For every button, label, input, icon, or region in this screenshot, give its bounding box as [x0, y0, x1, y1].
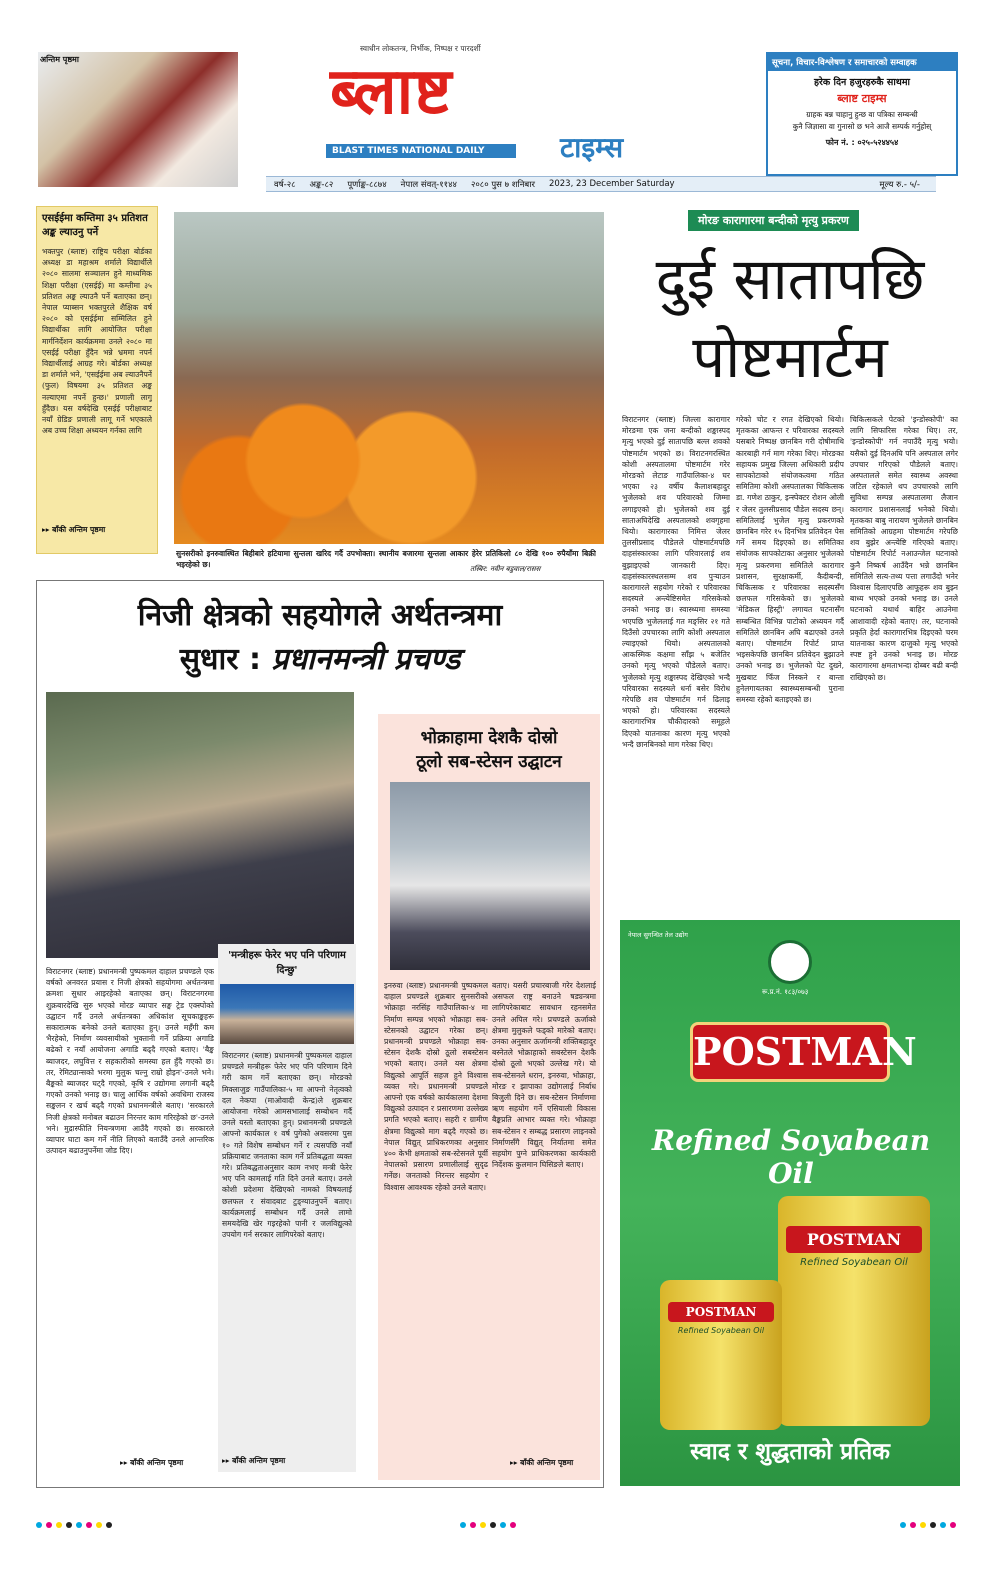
issue-price: मूल्य रु.- ५/- [879, 179, 920, 190]
subscription-ad-headline: सूचना, विचार-विश्लेषण र समाचारको सम्वाहक [768, 54, 956, 71]
masthead-photo [38, 52, 238, 187]
issue-date-en: 2023, 23 December Saturday [548, 179, 675, 189]
masthead-tagline: स्वाधीन लोकतन्त्र, निर्भीक, निष्पक्ष र पारदर्शी [360, 44, 481, 53]
economy-headline-line2-a: सुधार : [179, 642, 272, 677]
subscription-ad [766, 52, 958, 176]
postman-brand: POSTMAN [690, 1022, 890, 1082]
substation-more: ▸▸ बाँकी अन्तिम पृष्ठमा [510, 1458, 574, 1467]
lead-col-3: चिकित्सकले पेटको 'इन्डोस्कोपी' का लागि सिफारिस गरेका थिए। तर, 'इन्डोस्कोपी' गर्न नपाउँदै मृत्यु भयो। यसैको दुई दिनअघि पनि अस्पताल लगेर उपचार गरिएको पौडेलले बताए। अस्पतालले समेत स्वास्थ्य अवस्था जटिल रहेकाले थप उपचारको लागि सुविधा सम्पन्न अस्पतालमा लैजान कारागार प्रशासनलाई भनेको थियो। मृतकका बाबु नारायण भुजेलले छानबिन समितिको आग्रहमा पोष्टमार्टम गरेपछि शव बुझेर अन्त्येष्टि गरिएको बताए। पोष्टमार्टम रिपोर्ट नआउन्जेल घटनाको कुनै निष्कर्ष आउँदैन भन्ने छानबिन समितिले सत्य-तथ्य पत्ता लगाउँदो भनेर विश्वास दिलाएपछि आफूहरू शव बुझ्न बाध्य भएको उनको भनाइ छ। उनले घटनाको यथार्थ बाहिर आउनेमा आशावादी रहेको बताए। तर, घटनाको प्रकृति हेर्दा कारागारभित्र दिइएको चरम यातनाका कारण दाजुको मृत्यु भएको स्पष्ट हुने उनको भनाइ छ। मोरङ कारागारमा क्षमताभन्दा दोब्बर बढी बन्दी राखिएको छ। [850, 415, 958, 682]
postman-product: Refined Soyabean Oil [651, 1124, 931, 1190]
issue-samvat: नेपाल संवत्-११४४ [400, 179, 457, 190]
economy-col-1: विराटनगर (ब्लाष्ट) प्रधानमन्त्री पुष्पकमल दाहाल प्रचण्डले एक वर्षको अनवरत प्रयास र निजी क्षेत्रको सहयोगमा अर्थतन्त्रमा क्रमशः सुधार आइरहेको बताएका छन्। विराटनगरमा शुक्रबारदेखि सुरु भएको मोरङ व्यापार सङ्घ ट्रेड एक्स्पोको उद्घाटन गर्दै उनले अर्थतन्त्रका अधिकांश सूचकाङ्कहरू सकारात्मक बनेको उनले बताएका हुन्। उनले महँगी कम भैरहेको, निर्माण व्यवसायीको भुक्तानी गर्ने प्रक्रिया अगाडि बढेको र नयाँ आयोजना अगाडि बढ्दै गएको बताए। 'बैङ्क ब्याजदर, लघुवित्त र सहकारीको समस्या हल हुँदै गएको छ। तर, रेमिट्यान्सको भरमा मुलुक चल्नु राम्रो होइन'-उनले भने। बैङ्कको ब्याजदर घट्दै गएको, कृषि र उद्योगमा लगानी बढ्दै गएको उनको भनाइ छ। चालु आर्थिक वर्षको अवधिमा राजस्व सङ्कलन र खर्च बढ्दै गएको प्रधानमन्त्रीले बताए। 'सरकारले निजी क्षेत्रको मनोबल बढाउन निरन्तर काम गरिरहेको छ'-उनले भने। मुद्रास्फीति नियन्त्रणमा आउँदै गएको छ। सरकारले व्यापार घाटा कम गर्ने नीति लिएको बताउँदै उनले आन्तरिक उत्पादन बढाउनुपर्नेमा जोड दिए। [46, 967, 214, 1156]
subscription-ad-line1: हरेक दिन हजुरहरुकै साथमा [813, 77, 911, 88]
postman-bottle-small-brand: POSTMAN [668, 1302, 774, 1322]
economy-more: ▸▸ बाँकी अन्तिम पृष्ठमा [120, 1458, 184, 1467]
see-story-more: ▸▸ बाँकी अन्तिम पृष्ठमा [42, 525, 106, 534]
economy-headline-line2 [40, 640, 600, 680]
minister-box-photo [220, 984, 354, 1044]
subscription-ad-line4: कुनै जिज्ञासा वा गुनासो छ भने आजै सम्पर्क गर्नुहोस् [792, 122, 932, 131]
substation-headline-line1: भोक्राहामा देशकै दोस्रो [420, 728, 558, 748]
economy-photo [46, 692, 354, 958]
economy-headline-line2-b: प्रधानमन्त्री प्रचण्ड [271, 642, 461, 677]
minister-box-title: 'मन्त्रीहरू फेरेर भए पनि परिणाम दिन्छु' [228, 950, 346, 976]
issue-date-np: २०८० पुस ७ शनिबार [470, 179, 535, 190]
minister-box-body: विराटनगर (ब्लाष्ट) प्रधानमन्त्री पुष्पकमल दाहाल प्रचण्डले मन्त्रीहरू फेरेर भए पनि परिणाम दिने गरी काम गर्ने बताएका छन्। मोरङको मिक्लाजुङ गाउँपालिका-५ मा आफ्नो नेतृत्वको दल नेकपा (माओवादी केन्द्र)ले शुक्रबार आयोजना गरेको आमसभालाई सम्बोधन गर्दै उनले यस्तो बताएका हुन्। प्रधानमन्त्री प्रचण्डले आफ्नो कार्यकाल १ वर्ष पुगेको अवसरमा पुस १० गते विशेष सम्बोधन गर्ने र त्यसपछि नयाँ प्रक्रियाबाट जनताका काम गर्ने प्रतिबद्धता व्यक्त गरे। प्रतिबद्धताअनुसार काम नभए मन्त्री फेरेर भए पनि कामलाई गति दिने उनले बताए। उनले कोशी प्रदेशमा देखिएको नामको विषयलाई छलफल र संवादबाट टुङ्ग्याउनुपर्ने बताए। कार्यक्रमलाई सम्बोधन गर्दै उनले लामो समयदेखि खेर गइरहेको पानी र जलविद्युत्को उपयोग गर्न सरकार लागिपरेको बताए। [222, 1051, 352, 1240]
postman-reg: रू.प्र.नं. १८३/०७३ [762, 988, 809, 996]
corner-label: अन्तिम पृष्ठमा [40, 55, 79, 64]
print-color-bar-right [900, 1522, 956, 1528]
issue-number: अङ्क-८२ [309, 179, 334, 190]
issue-info-bar [266, 176, 936, 192]
postman-company: नेपाल सुगन्धित तेल उद्योग [628, 931, 688, 939]
postman-bottle-small-sub: Refined Soyabean Oil [677, 1326, 765, 1335]
market-photo [174, 212, 604, 544]
market-photo-credit: तस्बिर: नवीन बडुवाल/रासस [470, 565, 541, 573]
minister-box-more: ▸▸ बाँकी अन्तिम पृष्ठमा [222, 1456, 286, 1465]
subscription-ad-line2: ब्लाष्ट टाइम्स [837, 92, 887, 105]
economy-headline-line1: निजी क्षेत्रको सहयोगले अर्थतन्त्रमा [137, 598, 503, 633]
postman-bottle-large-brand: POSTMAN [786, 1226, 922, 1253]
minister-box [218, 944, 356, 1472]
subscription-ad-line3: ग्राहक बन्न चाहानु हुन्छ वा पत्रिका सम्बन्धी [806, 110, 918, 119]
masthead-logo: ब्लाष्ट [330, 54, 453, 129]
postman-logo-icon [768, 940, 812, 984]
see-story-title: एसईईमा कम्तिमा ३५ प्रतिशत अङ्क ल्याउनु पर्ने [42, 213, 148, 238]
masthead-logo-sub: टाइम्स [560, 131, 624, 164]
postman-bottle-small [660, 1280, 782, 1430]
lead-col-2: गरेको चोट र रगत देखिएको थियो। मृतकका आफन्त र परिवारका सदस्यले यसबारे निष्पक्ष छानबिन गरी दोषीमाथि कारबाही गर्न माग गरेका थिए। मोरङका सहायक प्रमुख जिल्ला अधिकारी प्रदीप सापकोटाको संयोजकत्वमा गठित समितिमा कोशी अस्पतालका चिकित्सक डा. गणेश ठाकुर, इन्स्पेक्टर रोशन ओली र जेलर तुलसीप्रसाद पौडेल सदस्य छन्। समितिलाई भुजेल मृत्यु प्रकरणको छानबिन गरेर १५ दिनभित्र प्रतिवेदन पेस गर्ने समय दिइएको छ। समितिका संयोजक सापकोटाका अनुसार भुजेलको मृत्यु प्रकरणमा समितिले कारागार प्रशासन, सुरक्षाकर्मी, कैदीबन्दी, चिकित्सक र परिवारका सदस्यसँग छलफल गरिसकेको छ। भुजेलको 'मेडिकल हिस्ट्री' लगायत घटनासँग सम्बन्धित विभिन्न पाटोको अध्ययन गर्दै समितिले छानबिन अघि बढाएको उनले बताए। पोष्टमार्टम रिपोर्ट प्राप्त भइसकेपछि छानबिन प्रतिवेदन बुझाउने उनको भनाइ छ। भुजेलको पेट दुख्ने, मुखबाट फिँज निस्कने र बान्ता हुनेलगायतका स्वास्थ्यसम्बन्धी पुराना समस्या रहेको बताइएको छ। [736, 415, 844, 705]
print-color-bar-left [36, 1522, 112, 1528]
masthead-english-strip: BLAST TIMES NATIONAL DAILY [326, 144, 516, 158]
postman-slogan: स्वाद र शुद्धताको प्रतिक [690, 1439, 890, 1465]
see-story [36, 206, 158, 554]
lead-col-1: विराटनगर (ब्लाष्ट) जिल्ला कारागार मोरङमा एक जना बन्दीको शङ्कास्पद मृत्यु भएको दुई सातापछि बल्ल शवको पोष्टमार्टम भएको छ। विराटनगरस्थित कोशी अस्पतालमा पोष्टमार्टम गरेर मोरङको लेटाङ गाउँपालिका-४ घर भएका २३ वर्षीय कैलाशबहादुर भुजेलको शव परिवारको जिम्मा लगाइएको हो। भुजेलको शव दुई साताअघिदेखि अस्पतालको शवगृहमा थियो। कारागारका निमित्त जेलर तुलसीप्रसाद पौडेलले पोष्टमार्टमपछि दाहसंस्कारका लागि परिवारलाई शव बुझाइएको जानकारी दिए। दाहसंस्कारस्थलसम्म शव पुऱ्याउन कारागारले सहयोग गरेको र परिवारका सदस्यले अन्त्येष्टिसमेत गरिसकेको उनको भनाइ छ। स्वास्थ्यमा समस्या भएपछि भुजेललाई गत मङ्सिर २१ गते दिउँसो उपचारका लागि कोशी अस्पताल ल्याइएको थियो। अस्पतालको आकस्मिक कक्षमा साँझ ५ बजेतिर उनको मृत्यु भएको पौडेलले बताए। भुजेलको मृत्यु शङ्कास्पद देखिएको भन्दै परिवारका सदस्यले धर्ना बसेर विरोध गरेपछि शव पोष्टमार्टम गर्न ढिलाइ भएको हो। परिवारका सदस्यले कारागारभित्र चौकीदारको समूहले दिएको यातनाका कारण मृत्यु भएको भन्दै छानबिनको माग गरेका थिए। [622, 415, 730, 749]
print-color-bar-center [460, 1522, 516, 1528]
postman-bottle-large-sub: Refined Soyabean Oil [800, 1257, 908, 1268]
lead-headline-line1: दुई सातापछि [655, 245, 925, 313]
substation-col-2: बताए। यसरी प्रचारबाजी गरेर देशलाई असफल राष्ट्र बनाउने षड्यन्त्रमा लागिपरेकाबाट सावधान रहनसमेत उनले अपिल गरे। प्रचण्डले ऊर्जाको क्षेत्रमा मुलुकले फड्को मारेको बताए। उनका अनुसार ऊर्जामन्त्री शक्तिबहादुर बस्नेतले भोक्राहाको सबस्टेसन देशकै दोस्रो ठूलो भएको उल्लेख गरे। यो सब-स्टेसनले धरान, इनरुवा, भोक्राहा, मोरङ र झापाका उद्योगलाई निर्बाध बिजुली दिने छ। सब-स्टेसन निर्माणमा ऋण सहयोग गर्ने एसियाली विकास बैङ्कप्रति आभार व्यक्त गरे। भोक्राहा सब-स्टेसन र सम्बद्ध प्रसारण लाइनको निर्माणसँगै विद्युत् निर्यातमा समेत सहयोग पुग्ने प्राधिकरणका कार्यकारी निर्देशक कुलमान घिसिङले बताए। [492, 981, 596, 1170]
substation-col-1: इनरुवा (ब्लाष्ट) प्रधानमन्त्री पुष्पकमल दाहाल प्रचण्डले शुक्रबार सुनसरीको भोक्राहा नरसिंह गाउँपालिका-४ मा निर्माण सम्पन्न भएको भोक्राहा सब-स्टेसनको उद्घाटन गरेका छन्। प्रधानमन्त्री प्रचण्डले भोक्राहा सब-स्टेसन देशकै दोस्रो ठूलो सबस्टेसन भएको बताए। उनले यस क्षेत्रमा विद्युत्को आपूर्ति सहज हुने विश्वास व्यक्त गरे। प्रधानमन्त्री प्रचण्डले आफ्नो एक वर्षको कार्यकालमा देशमा विद्युत्को उत्पादन र प्रसारणमा उल्लेख्य प्रगति भएको बताए। सहरी र ग्रामीण क्षेत्रमा विद्युत्को माग बढ्दै गएको छ। नेपाल विद्युत् प्राधिकरणका अनुसार ४०० केभी क्षमताको सब-स्टेसनले पूर्वी नेपालको प्रसारण प्रणालीलाई सुदृढ गर्नेछ। जनताको निरन्तर सहयोग र विश्वास आवश्यक रहेको उनले बताए। [384, 981, 488, 1192]
see-story-body: भक्तपुर (ब्लाष्ट) राष्ट्रिय परीक्षा बोर्डका अध्यक्ष डा महाश्रम शर्माले विद्यार्थीले २०८० सालमा सञ्चालन हुने माध्यमिक शिक्षा परीक्षा (एसईई) मा कम्तीमा ३५ प्रतिशत अङ्क ल्याउनै पर्ने बताएका छन्। नेपाल प्याब्सन भक्तपुरले शैक्षिक वर्ष २०८० को एसईईमा सम्मिलित हुने विद्यार्थीका लागि आयोजित परीक्षा मार्गनिर्देशन कार्यक्रममा उनले २०८० मा एसईई परीक्षा हुँदैन भन्ने भ्रममा नपर्न विद्यार्थीलाई आग्रह गरे। बोर्डका अध्यक्ष डा शर्माले भने, 'एसईईमा अब ल्याउनैपर्ने (फुल) विषयमा ३५ प्रतिशत अङ्क नल्याएमा नपर्ने हुन्छ।' प्रणाली लागू हुँदैछ। यस वर्षदेखि एसईई परीक्षाबाट नयाँ ग्रेडिङ प्रणाली लागू गर्ने भएकाले अब उच्च शिक्षा अध्ययन गर्नका लागि [42, 247, 152, 436]
substation-photo [390, 782, 590, 970]
substation-headline-line2: ठूलो सब-स्टेसन उद्घाटन [416, 752, 562, 772]
issue-total: पूर्णाङ्क-८८७४ [347, 179, 387, 190]
lead-headline-line2: पोष्टमार्टम [692, 323, 888, 391]
market-photo-caption: सुनसरीको इनरुवास्थित बिहीबारे हटियामा सुन्तला खरिद गर्दै उपभोक्ता। स्थानीय बजारमा सुन्तला आकार हेरेर प्रतिकिलो ८० देखि १०० रुपैयाँमा बिक्री भइरहेको छ। [176, 549, 596, 570]
subscription-ad-phone: फोन नं. : ०२५-५२४४५४ [825, 138, 899, 147]
lead-kicker: मोरङ कारागारमा बन्दीको मृत्यु प्रकरण [688, 210, 859, 231]
issue-year: वर्ष-२८ [274, 179, 296, 190]
postman-bottle-large [778, 1196, 930, 1426]
